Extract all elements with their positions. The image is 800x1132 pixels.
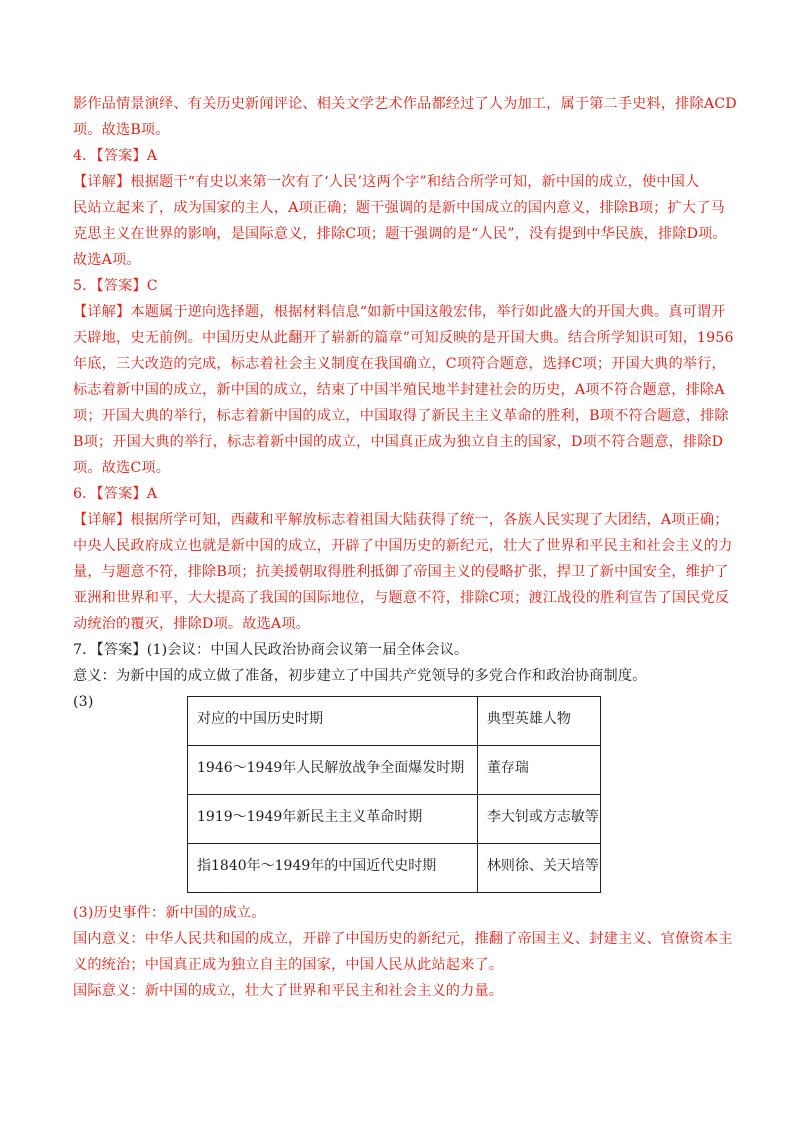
table-cell: 林则徐、关天培等 [477,844,600,893]
text-line: (3)历史事件：新中国的成立。 [73,905,266,921]
table-row [188,795,601,844]
history-periods-table [187,696,601,893]
text-line: 故选A项。 [73,252,141,268]
text-line: 克思主义在世界的影响，是国际意义，排除C项；题干强调的是“人民”，没有提到中华民族，排除D项。 [73,226,727,242]
table-row [188,697,601,746]
text-line: 意义：为新中国的成立做了准备，初步建立了中国共产党领导的多党合作和政治协商制度。 [73,668,647,684]
text-line: 年底，三大改造的完成，标志着社会主义制度在我国确立，C项符合题意，选择C项；开国大典的举行， [73,356,726,372]
table-cell: 指1840年～1949年的中国近代史时期 [188,844,478,893]
text-line: 义的统治；中国真正成为独立自主的国家，中国人民从此站起来了。 [73,957,504,973]
table-header-cell: 对应的中国历史时期 [188,697,478,746]
text-line: 亚洲和世界和平，大大提高了我国的国际地位，与题意不符，排除C项；渡江战役的胜利宣告了国民党反 [73,590,730,606]
table-row [188,844,601,893]
text-line: 中央人民政府成立也就是新中国的成立，开辟了中国历史的新纪元，壮大了世界和平民主和社会主义的力 [73,538,733,554]
text-line: 国内意义：中华人民共和国的成立，开辟了中国历史的新纪元，推翻了帝国主义、封建主义、官僚资本主 [73,931,733,947]
table-cell: 1919～1949年新民主主义革命时期 [188,795,478,844]
answer-heading-4: 4．【答案】A [73,148,158,164]
text-line: 动统治的覆灭，排除D项。故选A项。 [73,616,310,632]
text-line: 国际意义：新中国的成立，壮大了世界和平民主和社会主义的力量。 [73,983,504,999]
text-line: 【详解】根据题干“有史以来第一次有了‘人民’这两个字”和结合所学可知，新中国的成立，使中国人 [73,174,700,190]
text-line: 【详解】根据所学可知，西藏和平解放标志着祖国大陆获得了统一，各族人民实现了大团结，A项正确； [73,512,729,528]
text-line: 【详解】本题属于逆向选择题，根据材料信息“如新中国这般宏伟，举行如此盛大的开国大典。真可谓开 [73,304,726,320]
table-cell: 董存瑞 [477,746,600,795]
table-header-cell: 典型英雄人物 [477,697,600,746]
sub-question-label: (3) [73,694,94,710]
answer-heading-6: 6．【答案】A [73,486,158,502]
table-row [188,746,601,795]
text-line: 影作品情景演绎、有关历史新闻评论、相关文学艺术作品都经过了人为加工，属于第二手史料，排除ACD [73,96,737,112]
table-cell: 1946～1949年人民解放战争全面爆发时期 [188,746,478,795]
answer-heading-5: 5．【答案】C [73,278,158,294]
text-line: 民站立起来了，成为国家的主人，A项正确；题干强调的是新中国成立的国内意义，排除B项；扩大了马 [73,200,725,216]
text-line: 标志着新中国的成立，新中国的成立，结束了中国半殖民地半封建社会的历史，A项不符合题意，排除A [73,382,725,398]
table-cell: 李大钊或方志敏等 [477,795,600,844]
text-line: B项；开国大典的举行，标志着新中国的成立，中国真正成为独立自主的国家，D项不符合题意，排除D [73,434,724,450]
text-line: 项。故选B项。 [73,122,170,138]
text-line: 项；开国大典的举行，标志着新中国的成立，中国取得了新民主主义革命的胜利，B项不符合题意，排除 [73,408,729,424]
text-line: 天辟地，史无前例。中国历史从此翻开了崭新的篇章”可知反映的是开国大典。结合所学知识可知，1956 [73,330,734,346]
text-line: 量，与题意不符，排除B项；抗美援朝取得胜利抵御了帝国主义的侵略扩张，捍卫了新中国安全，维护了 [73,564,729,580]
answer-heading-7: 7．【答案】(1)会议：中国人民政治协商会议第一届全体会议。 [73,642,469,658]
text-line: 项。故选C项。 [73,460,171,476]
